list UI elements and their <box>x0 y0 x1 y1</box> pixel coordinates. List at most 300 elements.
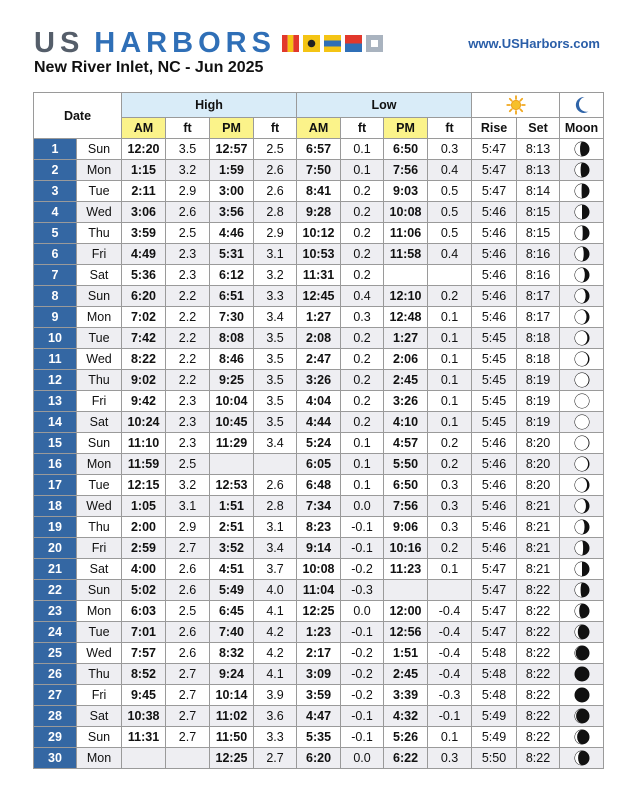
table-row <box>34 286 604 307</box>
high-pm-height: 2.5 <box>254 139 297 160</box>
low-am-height: 0.1 <box>341 160 384 181</box>
table-row <box>34 580 604 601</box>
sunset-time: 8:16 <box>517 265 560 286</box>
weekday: Tue <box>77 475 122 496</box>
day-number: 22 <box>34 580 77 601</box>
table-row <box>34 181 604 202</box>
day-number: 29 <box>34 727 77 748</box>
low-am-time: 5:35 <box>297 727 341 748</box>
moon-phase-cell <box>560 223 604 244</box>
weekday: Mon <box>77 748 122 769</box>
moon-phase-icon <box>573 707 591 725</box>
sunset-time: 8:19 <box>517 391 560 412</box>
high-am-time: 7:01 <box>122 622 166 643</box>
sun-header <box>472 93 560 118</box>
low-pm-ft-header: ft <box>428 118 472 139</box>
sunrise-time: 5:45 <box>472 391 517 412</box>
moon-phase-icon <box>573 476 591 494</box>
high-am-height: 2.3 <box>166 391 210 412</box>
high-pm-time: 8:46 <box>210 349 254 370</box>
low-am-time: 2:08 <box>297 328 341 349</box>
high-am-height: 2.3 <box>166 244 210 265</box>
high-am-time: 8:52 <box>122 664 166 685</box>
high-pm-height: 2.8 <box>254 202 297 223</box>
high-am-height: 2.5 <box>166 223 210 244</box>
low-pm-height: 0.1 <box>428 328 472 349</box>
moon-phase-icon <box>573 518 591 536</box>
low-am-time: 6:48 <box>297 475 341 496</box>
weekday: Tue <box>77 181 122 202</box>
high-pm-height: 3.5 <box>254 349 297 370</box>
moon-phase-cell <box>560 727 604 748</box>
day-number: 13 <box>34 391 77 412</box>
low-am-time: 7:34 <box>297 496 341 517</box>
sunset-time: 8:20 <box>517 475 560 496</box>
high-pm-height: 3.4 <box>254 307 297 328</box>
high-pm-time: 3:56 <box>210 202 254 223</box>
sunrise-time: 5:49 <box>472 706 517 727</box>
moon-phase-icon <box>573 749 591 767</box>
high-am-height: 2.6 <box>166 643 210 664</box>
weekday: Sun <box>77 139 122 160</box>
moon-phase-cell <box>560 244 604 265</box>
day-number: 4 <box>34 202 77 223</box>
high-am-time: 1:15 <box>122 160 166 181</box>
sunrise-time: 5:47 <box>472 160 517 181</box>
sunset-time: 8:14 <box>517 181 560 202</box>
high-pm-height: 3.5 <box>254 328 297 349</box>
low-pm-height: 0.1 <box>428 727 472 748</box>
high-am-height: 2.9 <box>166 181 210 202</box>
sunrise-time: 5:46 <box>472 454 517 475</box>
weekday: Sat <box>77 706 122 727</box>
sunrise-time: 5:46 <box>472 286 517 307</box>
high-am-height: 3.2 <box>166 475 210 496</box>
table-row <box>34 454 604 475</box>
high-am-height: 2.2 <box>166 307 210 328</box>
high-am-time: 11:10 <box>122 433 166 454</box>
low-pm-time: 5:50 <box>384 454 428 475</box>
low-am-time: 3:09 <box>297 664 341 685</box>
high-pm-time: 11:29 <box>210 433 254 454</box>
low-am-height: -0.1 <box>341 706 384 727</box>
weekday: Wed <box>77 643 122 664</box>
high-pm-height: 3.5 <box>254 412 297 433</box>
moon-phase-cell <box>560 307 604 328</box>
table-row <box>34 685 604 706</box>
table-row <box>34 706 604 727</box>
moon-phase-cell <box>560 412 604 433</box>
sunrise-time: 5:47 <box>472 601 517 622</box>
sunrise-time: 5:46 <box>472 433 517 454</box>
moon-phase-icon <box>573 308 591 326</box>
moon-phase-cell <box>560 664 604 685</box>
low-pm-height: 0.3 <box>428 496 472 517</box>
low-pm-time: 5:26 <box>384 727 428 748</box>
table-row <box>34 601 604 622</box>
low-am-time: 5:24 <box>297 433 341 454</box>
moon-phase-cell <box>560 475 604 496</box>
sunset-time: 8:22 <box>517 727 560 748</box>
low-am-height: -0.2 <box>341 643 384 664</box>
table-row <box>34 643 604 664</box>
table-row <box>34 475 604 496</box>
high-pm-time: 11:50 <box>210 727 254 748</box>
low-pm-height: 0.2 <box>428 538 472 559</box>
weekday: Mon <box>77 454 122 475</box>
high-am-height: 2.2 <box>166 370 210 391</box>
low-pm-height: 0.4 <box>428 160 472 181</box>
low-pm-height: 0.1 <box>428 307 472 328</box>
low-pm-height: 0.1 <box>428 412 472 433</box>
weekday: Thu <box>77 517 122 538</box>
low-pm-height: -0.4 <box>428 622 472 643</box>
high-am-time: 4:00 <box>122 559 166 580</box>
low-pm-height: 0.1 <box>428 370 472 391</box>
low-pm-time: 6:50 <box>384 139 428 160</box>
moon-phase-cell <box>560 328 604 349</box>
moon-phase-icon <box>573 539 591 557</box>
low-pm-time: 7:56 <box>384 160 428 181</box>
day-number: 10 <box>34 328 77 349</box>
moon-phase-icon <box>573 161 591 179</box>
flag-red-yellow-icon <box>282 35 299 52</box>
sunrise-time: 5:48 <box>472 664 517 685</box>
high-pm-height: 4.2 <box>254 643 297 664</box>
sunrise-time: 5:47 <box>472 139 517 160</box>
weekday: Wed <box>77 202 122 223</box>
high-pm-height: 4.2 <box>254 622 297 643</box>
high-am-time: 2:11 <box>122 181 166 202</box>
sunset-time: 8:15 <box>517 223 560 244</box>
high-am-height: 3.5 <box>166 139 210 160</box>
low-am-height: 0.1 <box>341 475 384 496</box>
high-pm-time: 9:24 <box>210 664 254 685</box>
sun-icon <box>506 95 526 115</box>
day-number: 6 <box>34 244 77 265</box>
table-row <box>34 370 604 391</box>
low-pm-height: 0.3 <box>428 748 472 769</box>
low-am-time: 2:47 <box>297 349 341 370</box>
high-pm-height: 3.5 <box>254 391 297 412</box>
moon-phase-icon <box>573 434 591 452</box>
high-pm-height: 2.6 <box>254 475 297 496</box>
high-pm-time: 7:40 <box>210 622 254 643</box>
high-pm-height <box>254 454 297 475</box>
moon-phase-cell <box>560 748 604 769</box>
sunset-time: 8:20 <box>517 454 560 475</box>
moon-phase-cell <box>560 370 604 391</box>
low-pm-height: 0.2 <box>428 433 472 454</box>
moon-phase-cell <box>560 538 604 559</box>
sunrise-time: 5:46 <box>472 475 517 496</box>
low-am-time: 10:53 <box>297 244 341 265</box>
sunrise-time: 5:46 <box>472 517 517 538</box>
low-pm-height <box>428 580 472 601</box>
high-pm-time: 12:53 <box>210 475 254 496</box>
sunset-time: 8:22 <box>517 580 560 601</box>
low-am-height: 0.4 <box>341 286 384 307</box>
sunset-time: 8:17 <box>517 286 560 307</box>
moon-phase-icon <box>573 350 591 368</box>
high-pm-time: 5:49 <box>210 580 254 601</box>
sunset-time: 8:18 <box>517 349 560 370</box>
table-row <box>34 433 604 454</box>
low-am-time: 6:05 <box>297 454 341 475</box>
high-am-time: 12:20 <box>122 139 166 160</box>
moon-phase-cell <box>560 286 604 307</box>
weekday: Tue <box>77 622 122 643</box>
sunrise-time: 5:46 <box>472 538 517 559</box>
day-number: 19 <box>34 517 77 538</box>
sunset-time: 8:22 <box>517 748 560 769</box>
high-am-time: 9:45 <box>122 685 166 706</box>
table-row <box>34 727 604 748</box>
high-pm-height: 2.9 <box>254 223 297 244</box>
sunrise-time: 5:46 <box>472 202 517 223</box>
high-am-time: 2:59 <box>122 538 166 559</box>
low-pm-height: 0.4 <box>428 244 472 265</box>
low-pm-height <box>428 265 472 286</box>
day-number: 23 <box>34 601 77 622</box>
low-am-height: 0.1 <box>341 139 384 160</box>
weekday: Mon <box>77 601 122 622</box>
weekday: Sun <box>77 727 122 748</box>
table-row <box>34 223 604 244</box>
moon-phase-cell <box>560 643 604 664</box>
low-am-height: -0.3 <box>341 580 384 601</box>
high-pm-height: 3.6 <box>254 706 297 727</box>
moon-phase-icon <box>573 623 591 641</box>
low-am-header: AM <box>297 118 341 139</box>
high-am-height: 2.7 <box>166 706 210 727</box>
high-am-time: 11:31 <box>122 727 166 748</box>
low-am-height: 0.0 <box>341 496 384 517</box>
low-pm-height: 0.5 <box>428 202 472 223</box>
low-pm-time: 6:22 <box>384 748 428 769</box>
high-pm-height: 3.4 <box>254 433 297 454</box>
high-pm-time: 3:00 <box>210 181 254 202</box>
weekday: Thu <box>77 370 122 391</box>
low-pm-height: 0.1 <box>428 391 472 412</box>
high-pm-height: 3.1 <box>254 517 297 538</box>
sunrise-time: 5:48 <box>472 643 517 664</box>
low-am-height: 0.0 <box>341 601 384 622</box>
sunset-time: 8:22 <box>517 685 560 706</box>
low-pm-time: 10:08 <box>384 202 428 223</box>
low-pm-height: 0.1 <box>428 349 472 370</box>
low-am-time: 11:04 <box>297 580 341 601</box>
high-pm-time: 4:46 <box>210 223 254 244</box>
moon-phase-cell <box>560 202 604 223</box>
high-am-header: AM <box>122 118 166 139</box>
low-am-height: 0.2 <box>341 412 384 433</box>
high-pm-height: 2.7 <box>254 748 297 769</box>
high-pm-height: 3.5 <box>254 370 297 391</box>
high-am-time: 5:36 <box>122 265 166 286</box>
low-am-height: 0.2 <box>341 328 384 349</box>
moon-phase-icon <box>573 329 591 347</box>
high-pm-height: 2.6 <box>254 160 297 181</box>
sunrise-time: 5:46 <box>472 223 517 244</box>
low-pm-time: 4:10 <box>384 412 428 433</box>
high-am-time: 12:15 <box>122 475 166 496</box>
day-number: 9 <box>34 307 77 328</box>
low-pm-height: 0.3 <box>428 517 472 538</box>
low-pm-height: 0.5 <box>428 181 472 202</box>
sunrise-time: 5:47 <box>472 622 517 643</box>
table-row <box>34 307 604 328</box>
table-row <box>34 412 604 433</box>
high-am-height: 2.6 <box>166 580 210 601</box>
low-pm-time: 11:06 <box>384 223 428 244</box>
sunrise-time: 5:45 <box>472 349 517 370</box>
low-am-height: 0.2 <box>341 202 384 223</box>
sunset-time: 8:21 <box>517 496 560 517</box>
moon-phase-cell <box>560 559 604 580</box>
sunset-time: 8:22 <box>517 664 560 685</box>
day-number: 3 <box>34 181 77 202</box>
sunset-time: 8:19 <box>517 370 560 391</box>
table-row <box>34 328 604 349</box>
high-header: High <box>122 93 297 118</box>
high-am-time: 3:06 <box>122 202 166 223</box>
logo-us-text: US <box>34 27 85 59</box>
high-pm-time: 6:51 <box>210 286 254 307</box>
high-pm-time: 5:31 <box>210 244 254 265</box>
tide-table <box>33 92 604 769</box>
day-number: 12 <box>34 370 77 391</box>
usharbors-logo <box>34 28 383 58</box>
high-pm-ft-header: ft <box>254 118 297 139</box>
sunset-time: 8:17 <box>517 307 560 328</box>
day-number: 20 <box>34 538 77 559</box>
sunset-header: Set <box>517 118 560 139</box>
low-pm-time: 12:56 <box>384 622 428 643</box>
sunrise-time: 5:45 <box>472 328 517 349</box>
sunset-time: 8:19 <box>517 412 560 433</box>
table-row <box>34 559 604 580</box>
high-am-time: 8:22 <box>122 349 166 370</box>
weekday: Mon <box>77 160 122 181</box>
weekday: Sat <box>77 559 122 580</box>
high-am-height <box>166 748 210 769</box>
high-pm-time: 10:14 <box>210 685 254 706</box>
moon-phase-icon <box>573 728 591 746</box>
high-pm-time: 7:30 <box>210 307 254 328</box>
low-pm-height: -0.1 <box>428 706 472 727</box>
low-am-time: 10:12 <box>297 223 341 244</box>
sunset-time: 8:22 <box>517 643 560 664</box>
low-am-time: 12:45 <box>297 286 341 307</box>
sunset-time: 8:15 <box>517 202 560 223</box>
sunset-time: 8:20 <box>517 433 560 454</box>
sunset-time: 8:22 <box>517 622 560 643</box>
low-pm-time: 3:26 <box>384 391 428 412</box>
flag-red-blue-icon <box>345 35 362 52</box>
weekday: Fri <box>77 685 122 706</box>
low-am-time: 4:44 <box>297 412 341 433</box>
weekday: Thu <box>77 664 122 685</box>
high-pm-time: 4:51 <box>210 559 254 580</box>
day-number: 15 <box>34 433 77 454</box>
moon-phase-cell <box>560 265 604 286</box>
high-pm-height: 3.3 <box>254 727 297 748</box>
low-pm-time: 1:51 <box>384 643 428 664</box>
moon-phase-cell <box>560 454 604 475</box>
high-am-time: 5:02 <box>122 580 166 601</box>
sunrise-time: 5:48 <box>472 685 517 706</box>
high-pm-time: 12:57 <box>210 139 254 160</box>
day-number: 17 <box>34 475 77 496</box>
day-number: 24 <box>34 622 77 643</box>
day-number: 2 <box>34 160 77 181</box>
low-am-time: 6:57 <box>297 139 341 160</box>
low-am-time: 1:23 <box>297 622 341 643</box>
high-am-time: 6:03 <box>122 601 166 622</box>
sunrise-time: 5:47 <box>472 580 517 601</box>
moon-phase-icon <box>573 140 591 158</box>
high-pm-height: 3.4 <box>254 538 297 559</box>
high-pm-time: 10:04 <box>210 391 254 412</box>
moon-phase-icon <box>573 644 591 662</box>
high-am-height: 2.2 <box>166 349 210 370</box>
day-number: 5 <box>34 223 77 244</box>
moon-phase-cell <box>560 685 604 706</box>
day-number: 14 <box>34 412 77 433</box>
high-pm-time: 12:25 <box>210 748 254 769</box>
high-am-height: 2.7 <box>166 685 210 706</box>
sunset-time: 8:16 <box>517 244 560 265</box>
moon-header <box>560 93 604 118</box>
high-am-ft-header: ft <box>166 118 210 139</box>
high-am-height: 2.9 <box>166 517 210 538</box>
low-am-height: 0.2 <box>341 391 384 412</box>
low-pm-height: 0.2 <box>428 454 472 475</box>
moon-phase-icon <box>573 266 591 284</box>
table-row <box>34 664 604 685</box>
low-am-time: 10:08 <box>297 559 341 580</box>
day-number: 11 <box>34 349 77 370</box>
header <box>34 28 604 58</box>
high-am-height: 2.2 <box>166 328 210 349</box>
moon-phase-cell <box>560 139 604 160</box>
low-am-time: 3:59 <box>297 685 341 706</box>
high-pm-height: 3.1 <box>254 244 297 265</box>
high-pm-time: 2:51 <box>210 517 254 538</box>
sunset-time: 8:13 <box>517 160 560 181</box>
high-am-height: 2.5 <box>166 601 210 622</box>
low-pm-time: 11:58 <box>384 244 428 265</box>
day-number: 16 <box>34 454 77 475</box>
moon-phase-cell <box>560 601 604 622</box>
sunset-time: 8:13 <box>517 139 560 160</box>
sunrise-time: 5:45 <box>472 370 517 391</box>
moon-phase-icon <box>573 182 591 200</box>
site-url[interactable]: www.USHarbors.com <box>468 36 600 51</box>
table-row <box>34 244 604 265</box>
low-pm-height: 0.5 <box>428 223 472 244</box>
weekday: Tue <box>77 328 122 349</box>
sunrise-time: 5:45 <box>472 412 517 433</box>
day-number: 1 <box>34 139 77 160</box>
high-am-time: 11:59 <box>122 454 166 475</box>
table-row <box>34 391 604 412</box>
sunset-time: 8:21 <box>517 559 560 580</box>
high-am-time: 3:59 <box>122 223 166 244</box>
low-pm-time: 2:06 <box>384 349 428 370</box>
flag-grey-square-icon <box>366 35 383 52</box>
